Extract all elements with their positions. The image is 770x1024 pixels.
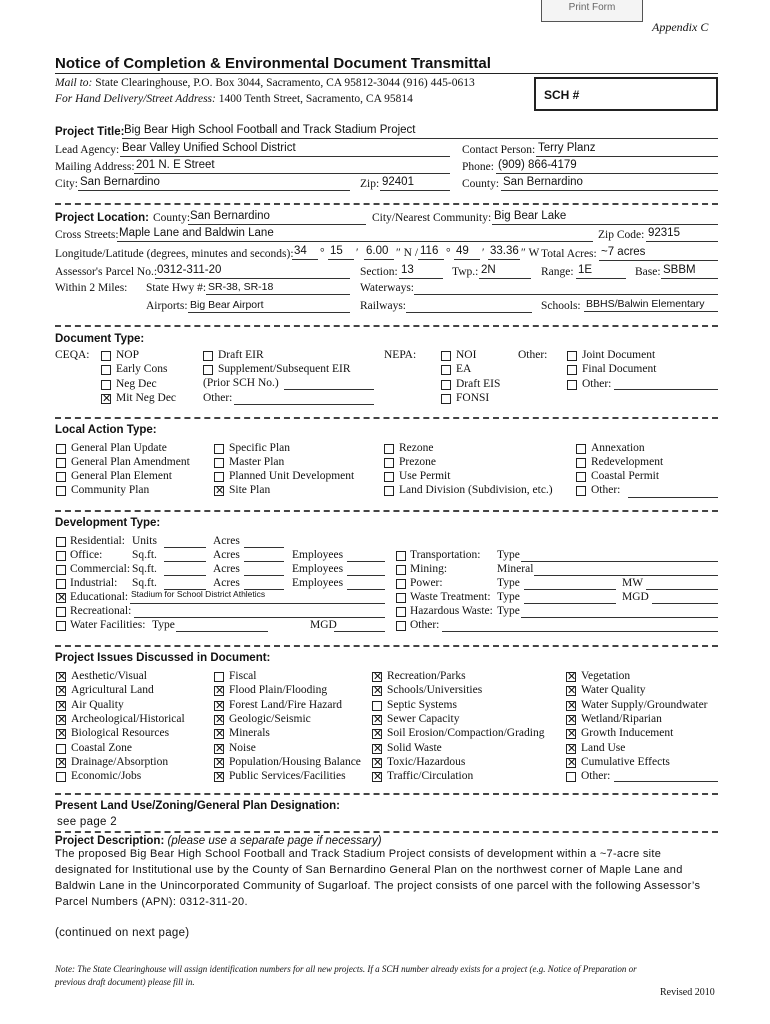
north-symbol: ″ N / <box>396 247 419 259</box>
site-plan-label: Site Plan <box>229 484 271 496</box>
other-label: Other: <box>591 484 621 496</box>
economic-jobs-label: Economic/Jobs <box>71 770 142 783</box>
city-label: City: <box>55 178 79 190</box>
septic-systems-label: Septic Systems <box>387 698 457 711</box>
agricultural-land-checkbox[interactable] <box>56 686 66 696</box>
water-mgd-label: MGD <box>310 619 337 631</box>
phone-label: Phone: <box>462 161 494 173</box>
nop-label: NOP <box>116 349 140 361</box>
deg-symbol: ° <box>320 247 325 259</box>
location-zip-value[interactable]: 92315 <box>648 227 680 239</box>
use-permit-checkbox[interactable] <box>384 472 394 482</box>
twp-value[interactable]: 2N <box>481 264 496 276</box>
wetland-riparian-label: Wetland/Riparian <box>581 712 662 725</box>
community-label: City/Nearest Community: <box>372 212 492 224</box>
public-services-facilities-checkbox[interactable] <box>214 772 224 782</box>
drainage-absorption-checkbox[interactable] <box>56 758 66 768</box>
traffic-circulation-checkbox[interactable] <box>372 772 382 782</box>
recreation-parks-checkbox[interactable] <box>372 672 382 682</box>
neg-dec-label: Neg Dec <box>116 377 157 390</box>
forest-land-fire-hazard-checkbox[interactable] <box>214 701 224 711</box>
lat-sec[interactable]: 6.00 <box>366 245 389 257</box>
revised-label: Revised 2010 <box>660 987 715 998</box>
industrial-employees-label: Employees <box>292 577 344 589</box>
zip-label: Zip: <box>360 178 380 190</box>
redevelopment-label: Redevelopment <box>591 456 664 468</box>
recreational-label: Recreational: <box>70 605 132 617</box>
fonsi-label: FONSI <box>456 391 490 404</box>
city-value[interactable]: San Bernardino <box>80 176 160 188</box>
dev-other-checkbox[interactable] <box>396 621 406 631</box>
general-plan-update-checkbox[interactable] <box>56 444 66 454</box>
mailing-address-value[interactable]: 201 N. E Street <box>136 159 215 171</box>
educational-checkbox[interactable] <box>56 593 66 603</box>
zip-value[interactable]: 92401 <box>382 176 414 188</box>
vegetation-checkbox[interactable] <box>566 672 576 682</box>
within-2-miles-label: Within 2 Miles: <box>55 282 128 294</box>
noi-label: NOI <box>456 349 477 361</box>
cumulative-effects-checkbox[interactable] <box>566 758 576 768</box>
aesthetic-visual-label: Aesthetic/Visual <box>71 670 147 682</box>
other-label: Other: <box>581 770 611 783</box>
office-label: Office: <box>70 549 103 561</box>
hand-delivery-line: For Hand Delivery/Street Address: 1400 Tenth Street, Sacramento, CA 95814 <box>55 93 413 105</box>
footer-note-1: Note: The State Clearinghouse will assign identification numbers for all new projects. If a SCH number already exists for a project (e.g. Notice of Preparation or <box>55 964 637 974</box>
ceqa-other-label: Other: <box>203 392 233 404</box>
biological-resources-label: Biological Resources <box>71 727 170 740</box>
schools-value[interactable]: BBHS/Balwin Elementary <box>586 298 705 310</box>
water-supply-groundwater-label: Water Supply/Groundwater <box>581 698 708 711</box>
recreational-checkbox[interactable] <box>56 607 66 617</box>
air-quality-checkbox[interactable] <box>56 701 66 711</box>
lon-deg[interactable]: 116 <box>420 245 439 257</box>
county-label: County: <box>462 178 500 190</box>
specific-plan-checkbox[interactable] <box>214 444 224 454</box>
toxic-hazardous-checkbox[interactable] <box>372 758 382 768</box>
rezone-label: Rezone <box>399 442 434 454</box>
commercial-acres-label: Acres <box>213 563 240 575</box>
geologic-seismic-checkbox[interactable] <box>214 715 224 725</box>
traffic-circulation-label: Traffic/Circulation <box>387 770 474 783</box>
final-document-checkbox[interactable] <box>567 365 577 375</box>
toxic-hazardous-label: Toxic/Hazardous <box>387 755 466 768</box>
neg-dec-checkbox[interactable] <box>101 380 111 390</box>
other-checkbox[interactable] <box>567 380 577 390</box>
recreation-parks-label: Recreation/Parks <box>387 670 466 682</box>
airports-label: Airports: <box>146 300 188 312</box>
residential-label: Residential: <box>70 535 125 547</box>
other-checkbox[interactable] <box>576 486 586 496</box>
units-label: Units <box>132 535 157 547</box>
fiscal-checkbox[interactable] <box>214 672 224 682</box>
res-acres-label: Acres <box>213 535 240 547</box>
state-hwy-value[interactable]: SR-38, SR-18 <box>208 281 274 293</box>
water-quality-label: Water Quality <box>581 684 646 697</box>
water-facilities-checkbox[interactable] <box>56 621 66 631</box>
forest-land-fire-hazard-label: Forest Land/Fire Hazard <box>229 698 343 711</box>
septic-systems-checkbox[interactable] <box>372 701 382 711</box>
land-use-value[interactable]: see page 2 <box>57 816 117 828</box>
office-employees-label: Employees <box>292 549 344 561</box>
description-line: Baldwin Lane in the Unincorporated Community of Sugarloaf. The project consists of one parcel with the following Assessor’s <box>55 880 701 892</box>
transportation-checkbox[interactable] <box>396 551 406 561</box>
mining-label: Mining: <box>410 563 448 575</box>
supplement-subsequent-eir-checkbox[interactable] <box>203 365 213 375</box>
lead-agency-value[interactable]: Bear Valley Unified School District <box>122 142 296 154</box>
solid-waste-checkbox[interactable] <box>372 744 382 754</box>
railways-label: Railways: <box>360 300 406 312</box>
waterways-label: Waterways: <box>360 282 414 294</box>
waste-treatment-checkbox[interactable] <box>396 593 406 603</box>
parcel-value[interactable]: 0312-311-20 <box>157 264 222 276</box>
prezone-checkbox[interactable] <box>384 458 394 468</box>
hazardous-waste-label: Hazardous Waste: <box>410 605 493 617</box>
airports-value[interactable]: Big Bear Airport <box>190 299 264 311</box>
biological-resources-checkbox[interactable] <box>56 729 66 739</box>
latlong-label: Longitude/Latitude (degrees, minutes and seconds): <box>55 248 294 260</box>
min-symbol-2: ′ <box>482 247 485 259</box>
soil-erosion-compaction-grading-checkbox[interactable] <box>372 729 382 739</box>
wetland-riparian-checkbox[interactable] <box>566 715 576 725</box>
sewer-capacity-checkbox[interactable] <box>372 715 382 725</box>
mw-label: MW <box>622 577 644 589</box>
state-hwy-label: State Hwy #: <box>146 282 207 294</box>
sewer-capacity-label: Sewer Capacity <box>387 712 460 725</box>
total-acres-value[interactable]: ~7 acres <box>601 246 646 258</box>
water-type-label: Type <box>152 619 175 631</box>
vegetation-label: Vegetation <box>581 670 631 682</box>
transportation-label: Transportation: <box>410 549 481 561</box>
description-line: Parcel Numbers (APN): 0312-311-20. <box>55 896 248 908</box>
mit-neg-dec-checkbox[interactable] <box>101 394 111 404</box>
planned-unit-development-label: Planned Unit Development <box>229 470 355 482</box>
west-symbol: ″ W <box>521 247 540 259</box>
page-title: Notice of Completion & Environmental Document Transmittal <box>55 55 491 72</box>
archeological-historical-checkbox[interactable] <box>56 715 66 725</box>
commercial-label: Commercial: <box>70 563 131 575</box>
prior-sch-label: (Prior SCH No.) <box>203 377 279 389</box>
power-type-label: Type <box>497 577 520 589</box>
draft-eir-label: Draft EIR <box>218 349 264 361</box>
min-symbol: ′ <box>356 247 359 259</box>
section-value[interactable]: 13 <box>401 264 414 276</box>
other-checkbox[interactable] <box>566 772 576 782</box>
mail-to-line: Mail to: State Clearinghouse, P.O. Box 3044, Sacramento, CA 95812-3044 (916) 445-0613 <box>55 77 475 89</box>
cross-streets-label: Cross Streets: <box>55 229 119 241</box>
location-county-label: County: <box>153 212 191 224</box>
noise-label: Noise <box>229 741 256 754</box>
flood-plain-flooding-checkbox[interactable] <box>214 686 224 696</box>
base-label: Base: <box>635 266 661 278</box>
range-value[interactable]: 1E <box>578 264 593 276</box>
waste-type-label: Type <box>497 591 520 603</box>
noise-checkbox[interactable] <box>214 744 224 754</box>
community-plan-label: Community Plan <box>71 484 150 496</box>
use-permit-label: Use Permit <box>399 470 451 482</box>
dev-other-label: Other: <box>410 619 440 631</box>
commercial-checkbox[interactable] <box>56 565 66 575</box>
archeological-historical-label: Archeological/Historical <box>71 712 185 725</box>
office-acres-label: Acres <box>213 549 240 561</box>
coastal-zone-checkbox[interactable] <box>56 744 66 754</box>
community-value[interactable]: Big Bear Lake <box>494 210 567 222</box>
waste-treatment-label: Waste Treatment: <box>410 591 491 603</box>
coastal-permit-label: Coastal Permit <box>591 470 660 482</box>
schools-universities-checkbox[interactable] <box>372 686 382 696</box>
land-use-label: Present Land Use/Zoning/General Plan Designation: <box>55 800 340 812</box>
document-type-label: Document Type: <box>55 333 145 345</box>
master-plan-checkbox[interactable] <box>214 458 224 468</box>
population-housing-balance-checkbox[interactable] <box>214 758 224 768</box>
general-plan-element-checkbox[interactable] <box>56 472 66 482</box>
local-action-label: Local Action Type: <box>55 424 157 436</box>
project-location-label: Project Location: <box>55 212 149 224</box>
aesthetic-visual-checkbox[interactable] <box>56 672 66 682</box>
land-division-subdivision-etc-checkbox[interactable] <box>384 486 394 496</box>
print-form-button[interactable]: Print Form <box>541 0 643 22</box>
project-description-label: Project Description: (please use a separate page if necessary) <box>55 835 382 847</box>
planned-unit-development-checkbox[interactable] <box>214 472 224 482</box>
lon-sec[interactable]: 33.36 <box>490 245 519 257</box>
total-acres-label: Total Acres: <box>541 248 597 260</box>
minerals-label: Minerals <box>229 727 270 740</box>
continued-note: (continued on next page) <box>55 927 190 939</box>
joint-document-label: Joint Document <box>582 349 656 361</box>
master-plan-label: Master Plan <box>229 456 285 468</box>
cross-streets-value[interactable]: Maple Lane and Baldwin Lane <box>119 227 274 239</box>
waste-mgd-label: MGD <box>622 591 649 603</box>
ceqa-label: CEQA: <box>55 349 90 361</box>
nop-checkbox[interactable] <box>101 351 111 361</box>
water-quality-checkbox[interactable] <box>566 686 576 696</box>
deg-symbol-2: ° <box>446 247 451 259</box>
community-plan-checkbox[interactable] <box>56 486 66 496</box>
description-line: designated for Institutional use by the County of San Bernardino General Plan on the northwest corner of Maple Lane and <box>55 864 683 876</box>
general-plan-amendment-checkbox[interactable] <box>56 458 66 468</box>
project-title-value[interactable]: Big Bear High School Football and Track Stadium Project <box>124 124 416 136</box>
industrial-label: Industrial: <box>70 577 118 589</box>
twp-label: Twp.: <box>452 266 479 278</box>
sch-number-box[interactable]: SCH # <box>534 77 718 111</box>
growth-inducement-label: Growth Inducement <box>581 727 674 740</box>
section-label: Section: <box>360 266 398 278</box>
description-line: The proposed Big Bear High School Football and Track Stadium Project consists of development within a ~7-acre site <box>55 848 662 860</box>
lead-agency-label: Lead Agency: <box>55 144 120 156</box>
draft-eis-label: Draft EIS <box>456 377 501 390</box>
transportation-type-label: Type <box>497 549 520 561</box>
redevelopment-checkbox[interactable] <box>576 458 586 468</box>
rezone-checkbox[interactable] <box>384 444 394 454</box>
project-title-label: Project Title: <box>55 126 125 138</box>
mit-neg-dec-label: Mit Neg Dec <box>116 391 177 404</box>
hazardous-waste-checkbox[interactable] <box>396 607 406 617</box>
general-plan-amendment-label: General Plan Amendment <box>71 456 190 468</box>
flood-plain-flooding-label: Flood Plain/Flooding <box>229 684 328 697</box>
commercial-employees-label: Employees <box>292 563 344 575</box>
specific-plan-label: Specific Plan <box>229 442 290 454</box>
soil-erosion-compaction-grading-label: Soil Erosion/Compaction/Grading <box>387 727 545 740</box>
general-plan-element-label: General Plan Element <box>71 470 172 482</box>
lat-deg[interactable]: 34 <box>294 245 307 257</box>
location-county-value[interactable]: San Bernardino <box>190 210 270 222</box>
site-plan-checkbox[interactable] <box>214 486 224 496</box>
noi-checkbox[interactable] <box>441 351 451 361</box>
other-label: Other: <box>582 377 612 390</box>
ea-checkbox[interactable] <box>441 365 451 375</box>
economic-jobs-checkbox[interactable] <box>56 772 66 782</box>
footer-note-2: previous draft document) please fill in. <box>55 977 195 987</box>
annexation-checkbox[interactable] <box>576 444 586 454</box>
office-sqft-label: Sq.ft. <box>132 549 157 561</box>
coastal-zone-label: Coastal Zone <box>71 741 132 754</box>
educational-value[interactable]: Stadium for School District Athletics <box>131 589 266 599</box>
drainage-absorption-label: Drainage/Absorption <box>71 755 169 768</box>
power-checkbox[interactable] <box>396 579 406 589</box>
phone-value[interactable]: (909) 866-4179 <box>498 159 577 171</box>
location-zip-label: Zip Code: <box>598 229 645 241</box>
educational-label: Educational: <box>70 591 129 603</box>
agricultural-land-label: Agricultural Land <box>71 684 154 697</box>
fiscal-label: Fiscal <box>229 670 257 682</box>
cumulative-effects-label: Cumulative Effects <box>581 755 670 768</box>
power-label: Power: <box>410 577 443 589</box>
early-cons-checkbox[interactable] <box>101 365 111 375</box>
development-type-label: Development Type: <box>55 517 161 529</box>
air-quality-label: Air Quality <box>71 698 124 711</box>
water-supply-groundwater-checkbox[interactable] <box>566 701 576 711</box>
solid-waste-label: Solid Waste <box>387 741 442 754</box>
residential-checkbox[interactable] <box>56 537 66 547</box>
industrial-sqft-label: Sq.ft. <box>132 577 157 589</box>
public-services-facilities-label: Public Services/Facilities <box>229 770 346 783</box>
contact-person-value[interactable]: Terry Planz <box>538 142 596 154</box>
growth-inducement-checkbox[interactable] <box>566 729 576 739</box>
land-use-checkbox[interactable] <box>566 744 576 754</box>
parcel-label: Assessor's Parcel No.: <box>55 266 158 278</box>
mining-checkbox[interactable] <box>396 565 406 575</box>
prezone-label: Prezone <box>399 456 437 468</box>
appendix-label: Appendix C <box>652 20 709 34</box>
ea-label: EA <box>456 363 472 376</box>
schools-label: Schools: <box>541 300 581 312</box>
annexation-label: Annexation <box>591 442 645 454</box>
project-issues-label: Project Issues Discussed in Document: <box>55 652 271 664</box>
hazardous-type-label: Type <box>497 605 520 617</box>
general-plan-update-label: General Plan Update <box>71 442 167 454</box>
water-facilities-label: Water Facilities: <box>70 619 146 631</box>
commercial-sqft-label: Sq.ft. <box>132 563 157 575</box>
land-division-subdivision-etc-label: Land Division (Subdivision, etc.) <box>399 484 553 496</box>
joint-document-checkbox[interactable] <box>567 351 577 361</box>
mineral-label: Mineral <box>497 563 534 575</box>
mailing-address-label: Mailing Address: <box>55 161 135 173</box>
range-label: Range: <box>541 266 574 278</box>
lon-min[interactable]: 49 <box>456 245 469 257</box>
office-checkbox[interactable] <box>56 551 66 561</box>
schools-universities-label: Schools/Universities <box>387 684 483 697</box>
lat-min[interactable]: 15 <box>330 245 343 257</box>
supplement-subsequent-eir-label: Supplement/Subsequent EIR <box>218 363 351 376</box>
population-housing-balance-label: Population/Housing Balance <box>229 755 361 768</box>
fonsi-checkbox[interactable] <box>441 394 451 404</box>
draft-eis-checkbox[interactable] <box>441 380 451 390</box>
early-cons-label: Early Cons <box>116 363 168 376</box>
base-value[interactable]: SBBM <box>663 264 696 276</box>
minerals-checkbox[interactable] <box>214 729 224 739</box>
contact-person-label: Contact Person: <box>462 144 536 156</box>
nepa-label: NEPA: <box>384 349 417 361</box>
draft-eir-checkbox[interactable] <box>203 351 213 361</box>
doc-other-label: Other: <box>518 349 548 361</box>
land-use-label: Land Use <box>581 741 626 754</box>
industrial-checkbox[interactable] <box>56 579 66 589</box>
final-document-label: Final Document <box>582 363 657 376</box>
geologic-seismic-label: Geologic/Seismic <box>229 712 311 725</box>
coastal-permit-checkbox[interactable] <box>576 472 586 482</box>
industrial-acres-label: Acres <box>213 577 240 589</box>
county-value[interactable]: San Bernardino <box>503 176 583 188</box>
